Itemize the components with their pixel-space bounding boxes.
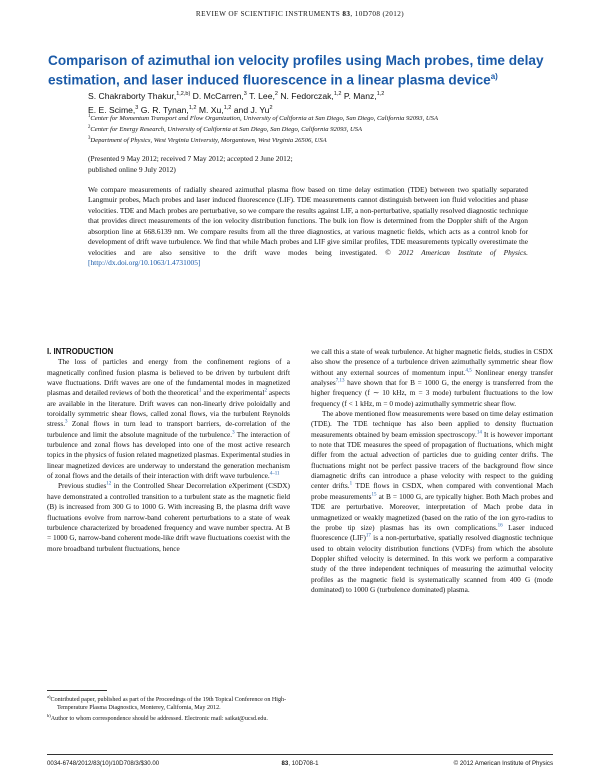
publication-dates: (Presented 9 May 2012; received 7 May 2012; accepted 2 June 2012; published online 9 July 2012)	[88, 154, 293, 174]
section-heading: I. INTRODUCTION	[47, 347, 114, 356]
citation-link[interactable]: 17	[365, 533, 371, 539]
paragraph: The above mentioned flow measurements were based on time delay estimation (TDE). The TDE technique has also been applied to density fluctuation measurements obtained by beam emission spectroscopy.$^{14}$ It is however important to note that TDE measures the speed of propagation of fluctuations, which might differ from the actual advection of particles due to guiding center drifts. The fluctuations might not be perfect passive tracers of the background flow since diamagnetic drifts can introduce a phase velocity with respect to the guiding center drifts.$^1$ TDE flows in CSDX, when compared with conventional Mach probe measurements$^{15}$ at B = 1000 G, are typically higher. Both Mach probes and TDE are perturbative. Moreover, interpretation of Mach probe data in unmagnetized or weakly magnetized (based on the ratio of the ion gyro-radius to the probe tip size) plasmas has its own complications.$^{16}$ Laser induced fluorescence (LIF)$^{17}$ is a non-perturbative, spatially resolved diagnostic technique used to obtain velocity distribution functions (VDFs) from which the absolute Doppler shifted velocity is determined. In this work we perform a comparative study of the three independent techniques of measuring the azimuthal velocity profiles as the magnetic field is systematically scanned from 400 G (mode dominated) to 1000 G (turbulence dominated) plasma.	[311, 409, 554, 594]
abstract: We compare measurements of radially sheared azimuthal plasma flow based on time delay estimation (TDE) between two spatially separated Langmuir probes, Mach probes and laser induced fluorescence (LIF). TDE measurements cannot distinguish between ion fluid velocities and phase velocities. TDE and Mach probes are perturbative, so we compare the results against LIF, a non-perturbative, spatially resolved diagnostic technique that provides direct measurements of the ion velocity distribution functions. The bulk ion flow is determined from the Doppler shift of the Argon absorption line at 668.6139 nm. We compare results from all the three diagnostics, at various magnetic fields, which acts as a control knob for development of drift wave turbulence. We find that while Mach probes and LIF give similar profiles, TDE measurements typically overestimate the velocities and are also sensitive to the drift wave modes being investigated. © 2012 American Institute of Physics. [http://dx.doi.org/10.1063/1.4731005]	[88, 185, 528, 268]
paragraph: The loss of particles and energy from the confinement regions of a magnetically confined fusion plasma is believed to be driven by turbulent drift wave fluctuations. Drift waves are one of the fundamental modes in magnetized plasmas and detailed reviews of both the theoretical$^1$ and the experimental$^2$ aspects are available in the literature. Drift waves can non-linearly drive poloidally and toroidally symmetric shear flows, called zonal flows, via the turbulent Reynolds stress.$^3$ Zonal flows in turn lead to transport barriers, de-correlation of the turbulence and limit the absolute magnitude of the turbulence.$^3$ The interaction of turbulence and zonal flows has developed into one of the most active research topics in the physics of fusion related magnetized plasmas. Experimental studies in linear magnetized devices are underway to understand the generation mechanism of zonal flows and the details of their interaction with drift wave turbulence.$^{4-11}$	[47, 357, 291, 481]
running-header: REVIEW OF SCIENTIFIC INSTRUMENTS 83, 10D708 (2012)	[195, 10, 405, 18]
copyright-notice: © 2012 American Institute of Physics.	[385, 247, 528, 257]
citation-link[interactable]: 3	[65, 419, 68, 425]
citation-link[interactable]: 4–11	[269, 471, 280, 477]
citation-link[interactable]: 15	[371, 492, 377, 498]
citation-link[interactable]: 1	[349, 482, 353, 488]
doi-link[interactable]: [http://dx.doi.org/10.1063/1.4731005]	[88, 258, 201, 268]
footnote: $^{b)}$Author to whom correspondence should be addressed. Electronic mail: saikat@ucsd.edu.	[47, 713, 268, 723]
citation-link[interactable]: 7,13	[335, 378, 345, 384]
footnote-divider	[47, 690, 107, 691]
right-column	[311, 347, 553, 595]
paragraph: we call this a state of weak turbulence. At higher magnetic fields, studies in CSDX also show the presence of a turbulence driven azimuthally symmetric shear flow without any external sources of momentum input.$^{4,5}$ Nonlinear energy transfer analyses$^{7,13}$ have shown that for B = 1000 G, the energy is transferred from the higher frequency (f ∼ 10 kHz, m = 3 mode) turbulent fluctuations to the low frequency (f < 1 kHz, m = 0 mode) azimuthally symmetric shear flow.	[311, 347, 553, 408]
citation-link[interactable]: 3	[232, 430, 235, 436]
affiliation: $^1$Center for Momentum Transport and Flow Organization, University of California at San Diego, San Diego, California 92093, USA	[88, 114, 438, 123]
affiliations	[88, 113, 538, 146]
footer-divider	[47, 754, 553, 755]
footnotes	[47, 693, 290, 723]
paragraph: Previous studies$^{12}$ in the Controlled Shear Decorrelation eXperiment (CSDX) have demonstrated a controlled transition to a turbulent state as the magnetic field (B) is increased from 300 G to 1000 G. With increasing B, the plasma drift wave fluctuations evolve from narrow-band coherent perturbations to a state of weak turbulence characterized by broadened frequency and wave number spectra. At B = 1000 G, narrow-band coherent mode-like drift wave fluctuations coexist with the more broadband turbulent fluctuations, hence	[47, 481, 290, 553]
footer-code: 0034-6748/2012/83(10)/10D708/3/$30.00	[47, 760, 160, 767]
paper-title: Comparison of azimuthal ion velocity profiles using Mach probes, time delay estimation, and laser induced fluorescence in a linear plasma device$^{a)}$	[48, 53, 544, 88]
footer-copyright: © 2012 American Institute of Physics	[453, 760, 553, 767]
citation-link[interactable]: 14	[476, 430, 482, 436]
citation-link[interactable]: 4,5	[465, 368, 472, 374]
affiliation: $^2$Center for Energy Research, University of California at San Diego, San Diego, California 92093, USA	[88, 124, 363, 134]
citation-link[interactable]: 2	[264, 388, 268, 394]
title-footnote-mark[interactable]: a)	[490, 72, 498, 81]
author-list: S. Chakraborty Thakur,$^{1,2,b)}$ D. McCarren,$^3$ T. Lee,$^2$ N. Fedorczak,$^{1,2}$ P. Manz,$^{1,2}$ E. E. Scime,$^3$ G. R. Tynan,$^{1,2}$ M. Xu,$^{1,2}$ and J. Yu$^2$	[88, 90, 385, 116]
footnote: $^{a)}$Contributed paper, published as part of the Proceedings of the 19th Topical Conference on High-Temperature Plasma Diagnostics, Monterey, California, May 2012.	[47, 694, 287, 712]
affiliation: $^3$Department of Physics, West Virginia University, Morgantown, West Virginia 26506, USA	[88, 135, 327, 145]
left-column	[47, 347, 290, 554]
citation-link[interactable]: 1	[198, 388, 202, 394]
citation-link[interactable]: 12	[106, 482, 112, 488]
page-number: 83, 10D708-1	[281, 760, 319, 767]
citation-link[interactable]: 16	[497, 523, 503, 529]
